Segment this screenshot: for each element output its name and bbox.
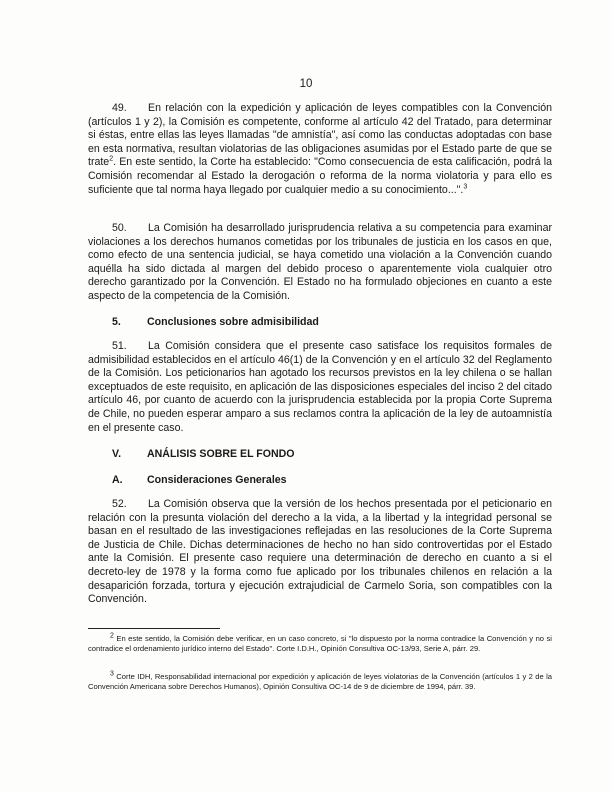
paragraph-50 (88, 222, 552, 304)
heading-text: Conclusiones sobre admisibilidad (147, 316, 319, 328)
paragraph-number: 51. (112, 340, 127, 352)
footnote-number: 3 (110, 670, 114, 678)
page-number: 10 (299, 78, 313, 90)
paragraph-text: La Comisión ha desarrollado jurisprudencia relativa a su competencia para examinar violaciones a los derechos humanos cometidas por los tribunales de justicia en los casos en que, como efecto de una sentencia judicial, se haya cometido una violación a la Convención cuando aquélla ha sido dictada al margen del debido proceso o aparentemente viola cualquier otro derecho garantizado por la Convención. El Estado no ha formulado objeciones en cuanto a este aspecto de la competencia de la Comisión. (88, 222, 552, 302)
section-heading-v (112, 448, 295, 460)
paragraph-49 (88, 102, 552, 197)
section-heading-a (112, 474, 287, 486)
paragraph-text: En relación con la expedición y aplicación de leyes compatibles con la Convención (artículos 1 y 2), la Comisión es competente, conforme al artículo 42 del Tratado, para determinar si éstas, entre ellas las leyes llamadas "de amnistía", así como las conductas adoptadas con base en esta normativa, resultan violatorias de las obligaciones asumidas por el Estado parte de que se trate (88, 102, 552, 169)
heading-number: 5. (112, 316, 121, 328)
heading-number: V. (112, 448, 122, 460)
footnote-text: En este sentido, la Comisión debe verificar, en un caso concreto, si "lo dispuesto por la norma contradice la Convención y no si contradice el ordenamiento jurídico interno del Estado". Corte I.D.H., Opinión Consultiva OC-13/93, Serie A, párr. 29. (88, 634, 552, 653)
footnote-3 (88, 672, 552, 691)
section-heading-5 (112, 316, 319, 328)
paragraph-number: 49. (112, 102, 127, 114)
paragraph-51 (88, 340, 552, 435)
paragraph-number: 52. (112, 498, 127, 510)
footnote-ref[interactable]: 3 (463, 183, 468, 191)
paragraph-number: 50. (112, 222, 127, 234)
heading-text: Consideraciones Generales (147, 474, 287, 486)
footnote-divider (88, 628, 220, 629)
footnote-ref[interactable]: 2 (109, 155, 114, 163)
paragraph-text-cont: . En este sentido, la Corte ha establecido: "Como consecuencia de esta calificación, podrá la Comisión recomendar al Estado la derogación o reforma de la norma violatoria y para ello es suficiente que tal norma haya llegado por cualquier medio a su conocimiento...". (88, 156, 552, 196)
footnote-2 (88, 634, 552, 653)
heading-number: A. (112, 474, 123, 486)
footnote-text: Corte IDH, Responsabilidad internacional por expedición y aplicación de leyes violatorias de la Convención (artículos 1 y 2 de la Convención Americana sobre Derechos Humanos), Opinión Consultiva OC-14 de 9 de diciembre de 1994, párr. 39. (88, 672, 552, 691)
paragraph-52 (88, 498, 552, 607)
footnote-number: 2 (110, 632, 114, 640)
paragraph-text: La Comisión observa que la versión de los hechos presentada por el peticionario en relación con la presunta violación del derecho a la vida, a la libertad y la integridad personal se basan en el resultado de las investigaciones reflejadas en las resoluciones de la Corte Suprema de Justicia de Chile. Dichas determinaciones de hecho no han sido controvertidas por el Estado ante la Comisión. El presente caso requiere una determinación de derecho en cuanto a si el decreto-ley de 1978 y la forma como fue aplicado por los tribunales chilenos en relación a la desaparición forzada, tortura y ejecución extrajudicial de Carmelo Soria, son compatibles con la Convención. (88, 498, 552, 606)
paragraph-text: La Comisión considera que el presente caso satisface los requisitos formales de admisibilidad establecidos en el artículo 46(1) de la Convención y en el artículo 32 del Reglamento de la Comisión. Los peticionarios han agotado los recursos previstos en la ley chilena o se hallan exceptuados de este requisito, en aplicación de las disposiciones especiales del inciso 2 del citado artículo 46, por cuanto de acuerdo con la jurisprudencia establecida por la propia Corte Suprema de Chile, no pueden esperar amparo a sus reclamos contra la aplicación de la ley de autoamnistía en el presente caso. (88, 340, 552, 434)
heading-text: ANÁLISIS SOBRE EL FONDO (147, 448, 295, 460)
